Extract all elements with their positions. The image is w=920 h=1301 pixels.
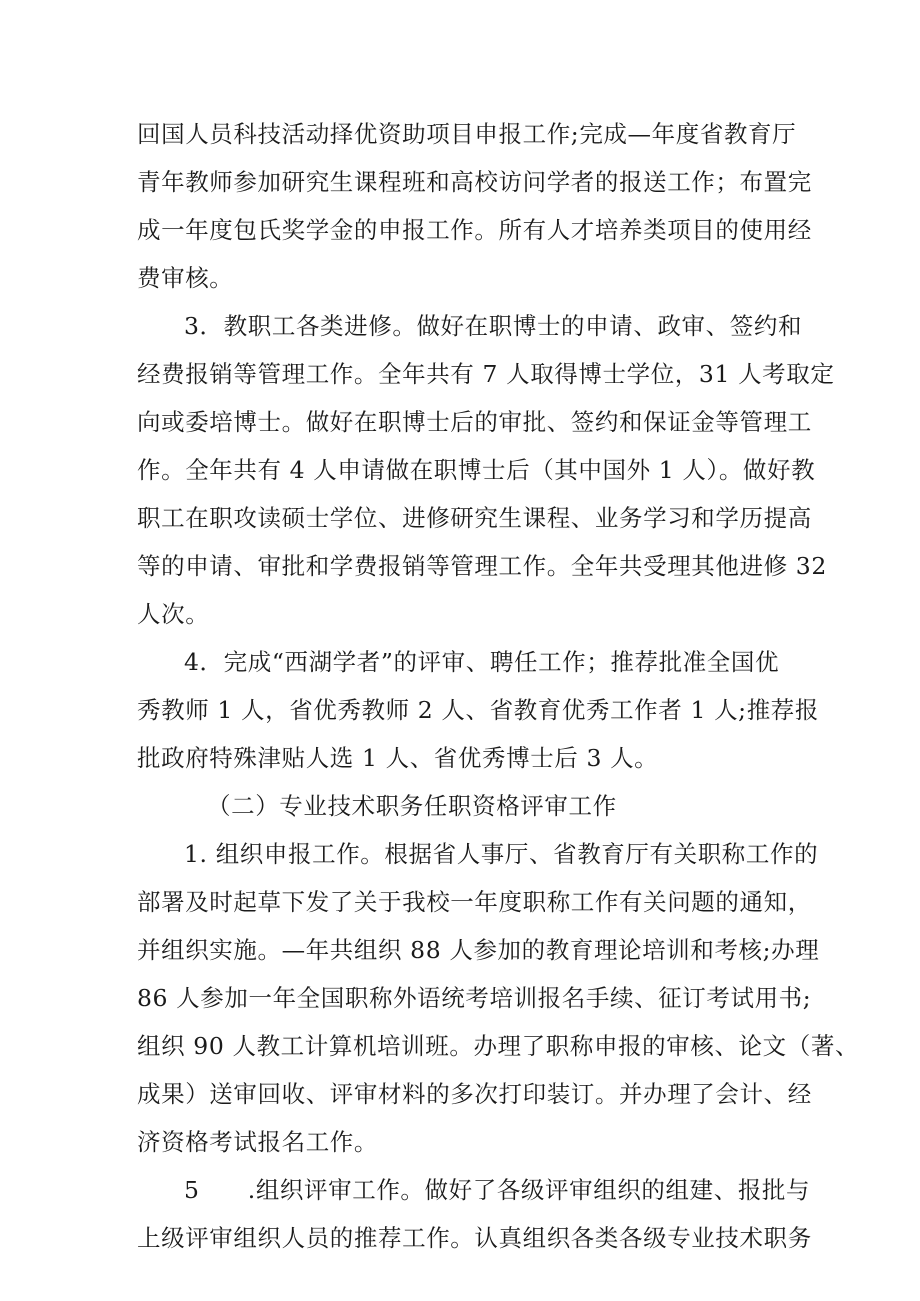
text-line: 人次。 (137, 600, 210, 628)
paragraph-1-start: 1. 组织申报工作。根据省人事厅、省教育厅有关职称工作的 (184, 840, 819, 868)
text-line: 成一年度包氏奖学金的申报工作。所有人才培养类项目的使用经 (137, 216, 812, 244)
text-line: 济资格考试报名工作。 (137, 1128, 378, 1156)
text-line: 86 人参加一年全国职称外语统考培训报名手续、征订考试用书; (137, 984, 812, 1012)
text-line: 回国人员科技活动择优资助项目申报工作;完成—年度省教育厅 (137, 120, 797, 148)
text-line: 成果）送审回收、评审材料的多次打印装订。并办理了会计、经 (137, 1080, 812, 1108)
paragraph-5-start: 5 .组织评审工作。做好了各级评审组织的组建、报批与 (184, 1176, 811, 1204)
text-line: 并组织实施。—年共组织 88 人参加的教育理论培训和考核;办理 (137, 936, 820, 964)
text-line: 秀教师 1 人，省优秀教师 2 人、省教育优秀工作者 1 人;推荐报 (137, 696, 819, 724)
text-line: 等的申请、审批和学费报销等管理工作。全年共受理其他进修 32 (137, 552, 827, 580)
paragraph-4-start: 4．完成“西湖学者”的评审、聘任工作；推荐批准全国优 (184, 648, 780, 676)
section-heading: （二）专业技术职务任职资格评审工作 (207, 792, 617, 820)
text-line: 职工在职攻读硕士学位、进修研究生课程、业务学习和学历提高 (137, 504, 812, 532)
text-line: 上级评审组织人员的推荐工作。认真组织各类各级专业技术职务 (137, 1224, 812, 1252)
text-line: 向或委培博士。做好在职博士后的审批、签约和保证金等管理工 (137, 408, 812, 436)
text-line: 部署及时起草下发了关于我校一年度职称工作有关问题的通知， (137, 888, 812, 916)
text-line: 经费报销等管理工作。全年共有 7 人取得博士学位，31 人考取定 (137, 360, 835, 388)
paragraph-3-start: 3．教职工各类进修。做好在职博士的申请、政审、签约和 (184, 312, 803, 340)
document-body (137, 110, 860, 1262)
text-line: 青年教师参加研究生课程班和高校访问学者的报送工作；布置完 (137, 168, 812, 196)
text-line: 组织 90 人教工计算机培训班。办理了职称申报的审核、论文（著、 (137, 1032, 860, 1060)
text-line: 批政府特殊津贴人选 1 人、省优秀博士后 3 人。 (137, 744, 659, 772)
text-line: 费审核。 (137, 264, 234, 292)
text-line: 作。全年共有 4 人申请做在职博士后（其中国外 1 人）。做好教 (137, 456, 816, 484)
